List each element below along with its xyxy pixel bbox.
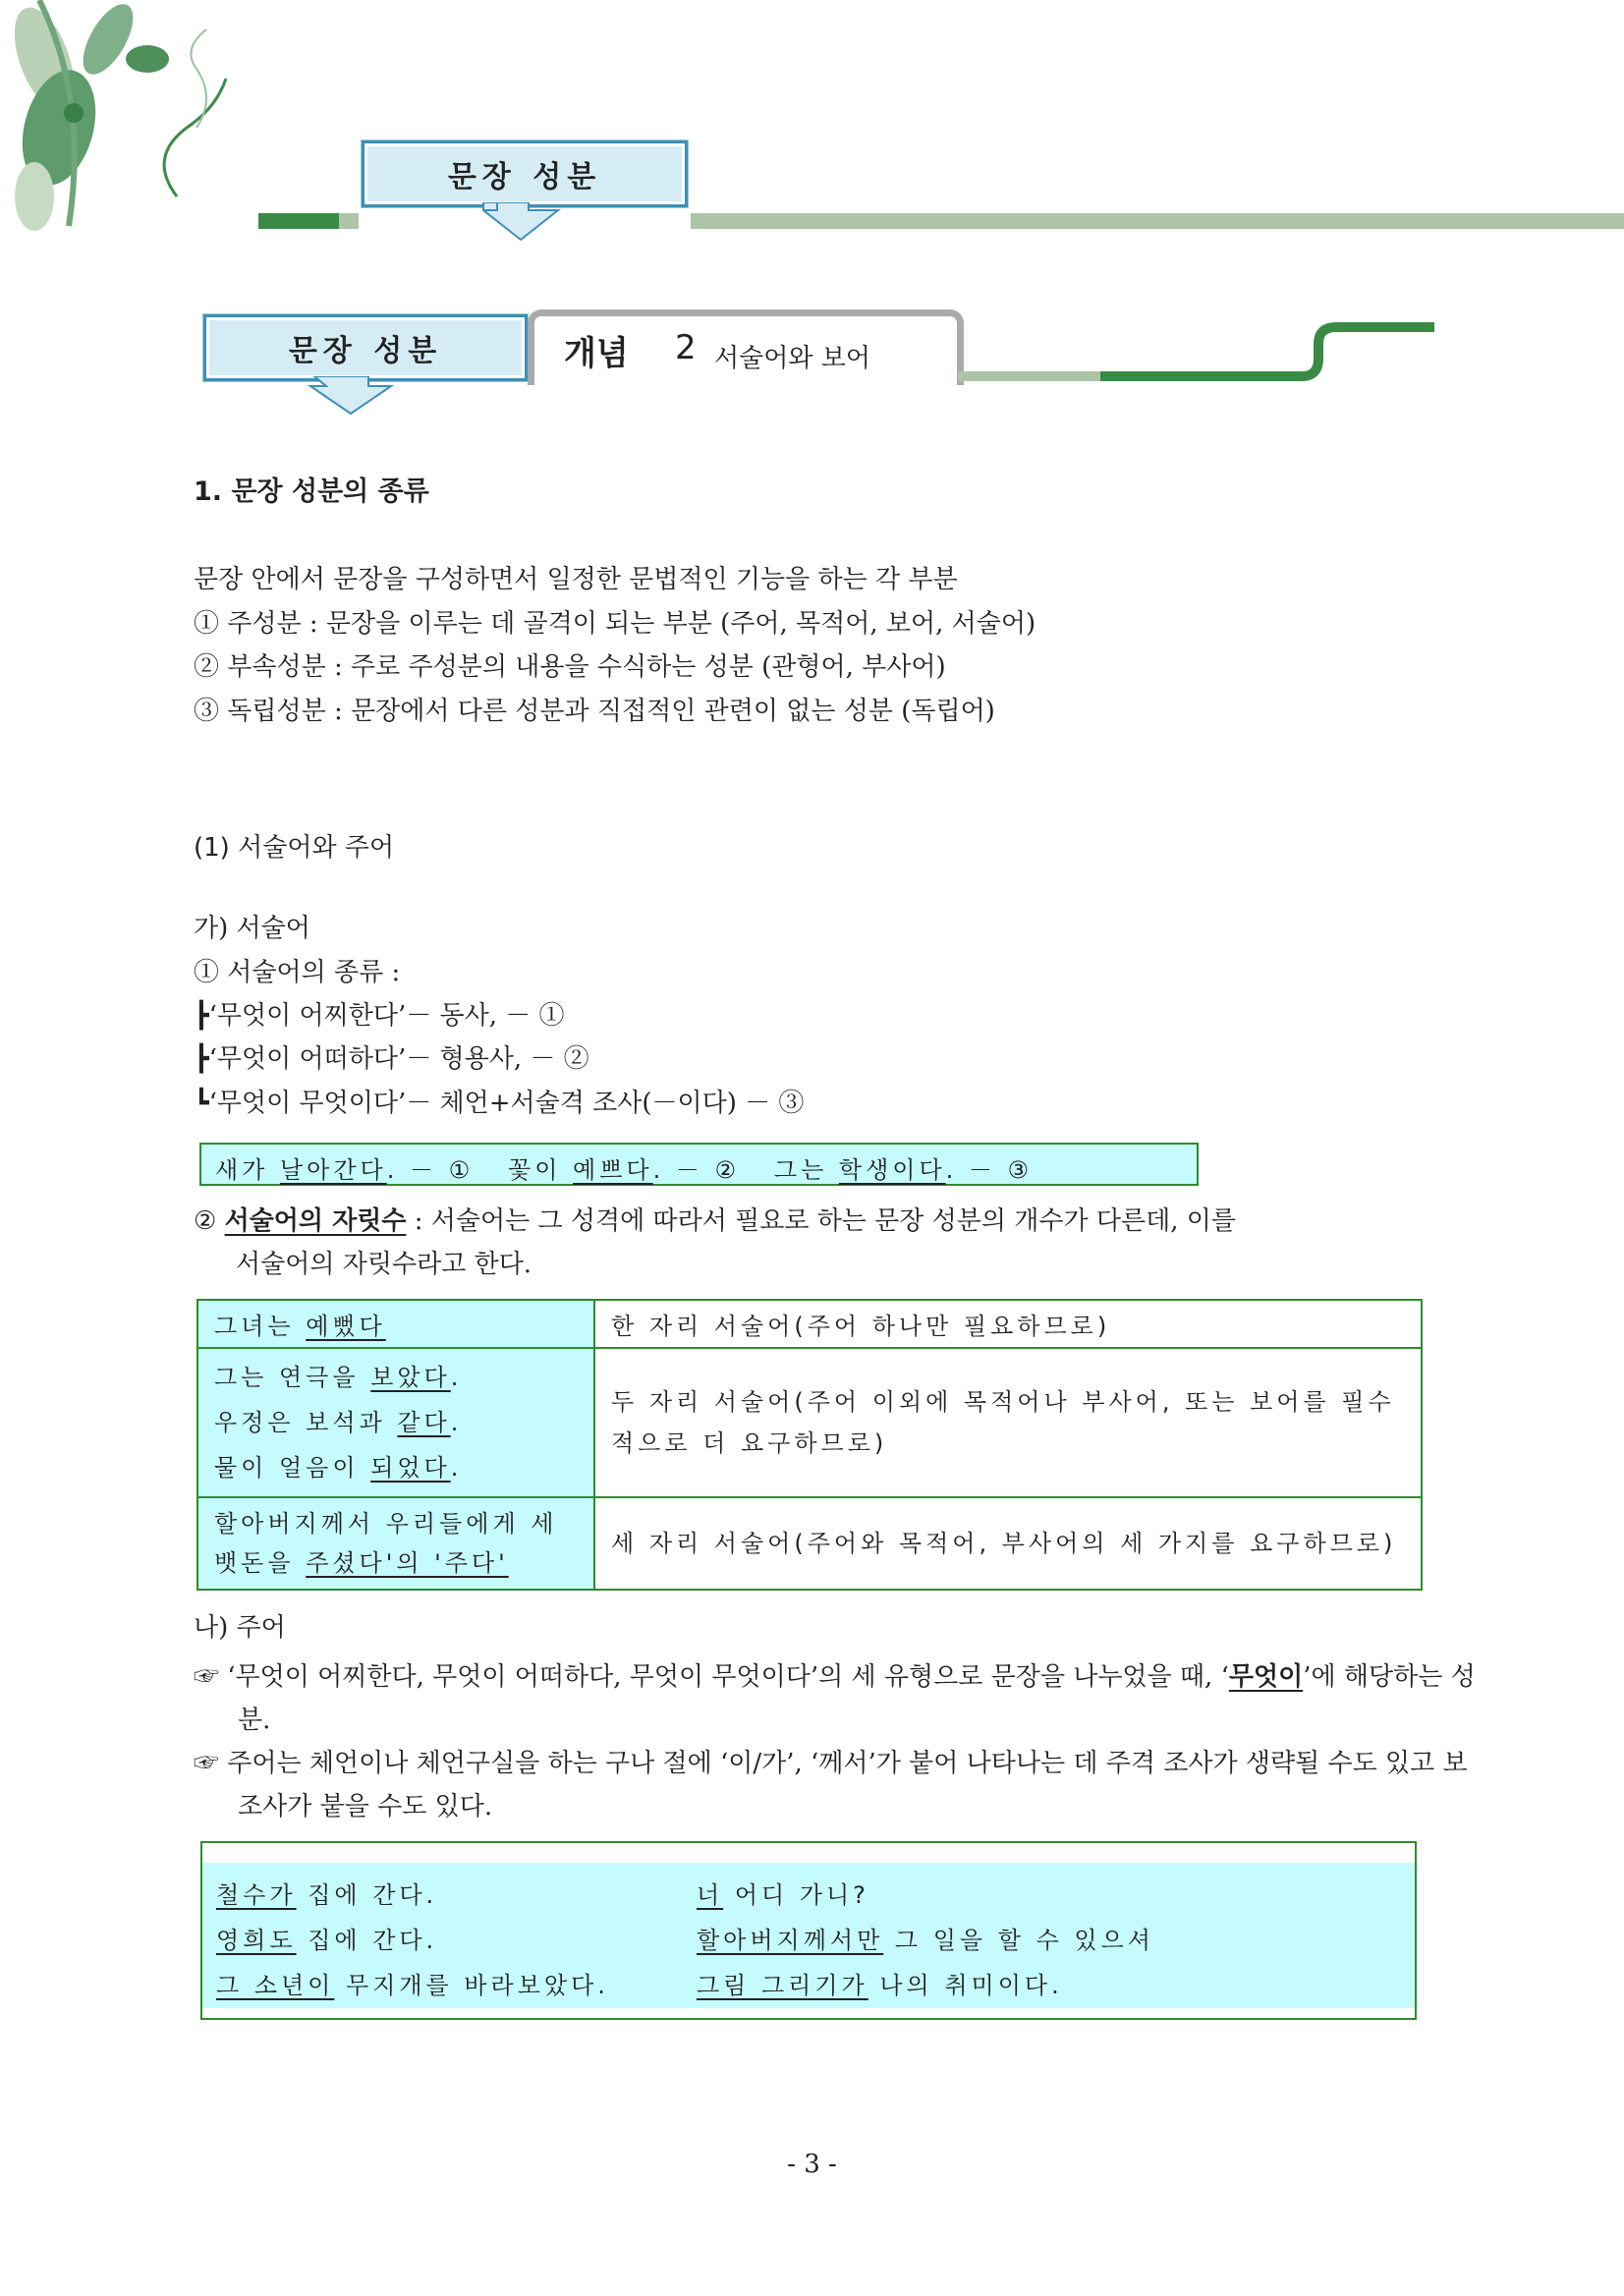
predicate-type: ┣‘무엇이 어찌한다’－ 동사, － ① — [194, 1001, 565, 1031]
example-subject: 영희도 — [216, 1927, 297, 1954]
concept-box — [528, 309, 964, 385]
bullet-text: ‘무엇이 어찌한다, 무엇이 어떠하다, 무엇이 무엇이다’의 세 유형으로 문장을 나누었을 때, ‘ — [227, 1662, 1229, 1692]
cell-predicate: 되었다 — [370, 1454, 451, 1482]
cell-predicate: 같다 — [397, 1409, 451, 1436]
example-text: . － ③ — [945, 1156, 1034, 1184]
cell-predicate: 보았다 — [370, 1364, 451, 1391]
cell-text: 물이 얼음이 — [214, 1454, 371, 1482]
cell-predicate: 주셨다'의 '주다' — [306, 1549, 509, 1577]
example-text: 집에 간다. — [296, 1927, 438, 1954]
subject-bullet — [194, 1655, 1476, 1742]
table-row — [197, 1497, 1422, 1590]
valency-table — [196, 1299, 1423, 1591]
cell-text: . — [450, 1454, 463, 1482]
section-title: 문장 성분 — [288, 334, 443, 368]
example-text: 그는 — [773, 1156, 839, 1184]
heading-sentence-components: 1. 문장 성분의 종류 — [194, 476, 429, 507]
intro-line: 문장 안에서 문장을 구성하면서 일정한 문법적인 기능을 하는 각 부분 — [194, 565, 958, 594]
intro-line: ③ 독립성분 : 문장에서 다른 성분과 직접적인 관련이 없는 성분 (독립어) — [194, 697, 995, 726]
arrow-down-icon — [462, 202, 580, 242]
cell-text: 할아버지께서 우리들에게 세뱃돈을 — [214, 1510, 558, 1577]
cell-predicate: 예뻤다 — [306, 1313, 386, 1340]
example-predicate: 날아간다 — [280, 1156, 387, 1184]
table-cell — [197, 1497, 594, 1590]
predicate-title: 가) 서술어 — [194, 914, 310, 943]
bullet-text: 주어는 체언이나 체언구실을 하는 구나 절에 ‘이/가’, ‘께서’가 붙어 나타나는 데 주격 조사가 생략될 수도 있고 보조사가 붙을 수도 있다. — [227, 1749, 1468, 1821]
example-text: 새가 — [215, 1156, 280, 1184]
flower-decoration-icon — [0, 0, 246, 231]
example-text: 그 일을 할 수 있으셔 — [883, 1927, 1154, 1954]
predicate-types-title: ① 서술어의 종류 : — [194, 958, 401, 987]
table-cell: 세 자리 서술어(주어와 목적어, 부사어의 세 가지를 요구하므로) — [594, 1497, 1422, 1590]
page-number: - 3 - — [787, 2150, 837, 2179]
example-predicate: 학생이다 — [838, 1156, 946, 1184]
example-subject: 너 — [697, 1881, 724, 1909]
example-text: 나의 취미이다. — [868, 1972, 1063, 1999]
header-bar-long — [691, 213, 1624, 229]
valency-term: 서술어의 자릿수 — [224, 1206, 407, 1236]
example-text: 무지개를 바라보았다. — [334, 1972, 609, 1999]
example-subject: 그림 그리기가 — [697, 1972, 868, 1999]
subject-examples-left — [216, 1873, 609, 2008]
subject-title: 나) 주어 — [194, 1613, 286, 1643]
header-bar-dark — [258, 213, 339, 229]
header-bar-light — [339, 213, 359, 229]
subject-example-box — [200, 1841, 1417, 2020]
example-subject: 할아버지께서만 — [697, 1927, 884, 1954]
example-text: 꽃이 — [508, 1156, 574, 1184]
valency-text: : 서술어는 그 성격에 따라서 필요로 하는 문장 성분의 개수가 다른데, 이를 — [406, 1206, 1237, 1236]
pointing-hand-icon: ☞ — [194, 1662, 220, 1692]
table-cell: 한 자리 서술어(주어 하나만 필요하므로) — [594, 1300, 1422, 1348]
example-predicate: 예쁘다 — [573, 1156, 653, 1184]
concept-title: 서술어와 보어 — [714, 344, 870, 373]
cell-text: . — [450, 1409, 463, 1436]
arrow-down-icon — [295, 376, 413, 416]
section-title-box — [203, 314, 528, 381]
table-cell — [197, 1300, 594, 1348]
intro-line: ② 부속성분 : 주로 주성분의 내용을 수식하는 성분 (관형어, 부사어) — [194, 652, 946, 682]
example-text: . － ② — [652, 1156, 741, 1184]
example-text: 집에 간다. — [296, 1881, 438, 1909]
top-title: 문장 성분 — [447, 160, 602, 195]
table-row — [197, 1348, 1422, 1497]
top-title-box — [362, 140, 688, 207]
table-row — [197, 1300, 1422, 1348]
example-text: . － ① — [386, 1156, 475, 1184]
subheading: (1) 서술어와 주어 — [194, 833, 395, 863]
subject-examples-right — [697, 1873, 1154, 2008]
table-cell — [197, 1348, 594, 1497]
intro-line: ① 주성분 : 문장을 이루는 데 골격이 되는 부분 (주어, 목적어, 보어, 서술어) — [194, 609, 1036, 639]
concept-number: 2 — [675, 328, 697, 367]
valency-number: ② — [194, 1206, 217, 1236]
concept-label: 개념 — [564, 334, 629, 373]
example-text: 어디 가니? — [723, 1881, 869, 1909]
cell-text: . — [450, 1364, 463, 1391]
cell-text: 우정은 보석과 — [214, 1409, 398, 1436]
subject-bullet — [194, 1742, 1476, 1828]
predicate-type: ┗‘무엇이 무엇이다’－ 체언+서술격 조사(－이다) － ③ — [194, 1089, 805, 1118]
example-subject: 그 소년이 — [216, 1972, 335, 1999]
bullet-emphasis: 무엇이 — [1228, 1662, 1304, 1692]
predicate-type: ┣‘무엇이 어떠하다’－ 형용사, － ② — [194, 1044, 589, 1074]
section-bar-light — [958, 371, 1102, 381]
pointing-hand-icon: ☞ — [194, 1749, 220, 1778]
table-cell: 두 자리 서술어(주어 이외에 목적어나 부사어, 또는 보어를 필수적으로 더 요구하므로) — [594, 1348, 1422, 1497]
cell-text: 그는 연극을 — [214, 1364, 371, 1391]
bullet-text: ’에 해당하는 성분. — [238, 1662, 1476, 1735]
cell-text: 그녀는 — [214, 1313, 307, 1340]
section-bar-curve — [1100, 319, 1439, 383]
example-subject: 철수가 — [216, 1881, 297, 1909]
valency-text: 서술어의 자릿수라고 한다. — [236, 1250, 532, 1279]
predicate-example-box — [199, 1143, 1199, 1186]
